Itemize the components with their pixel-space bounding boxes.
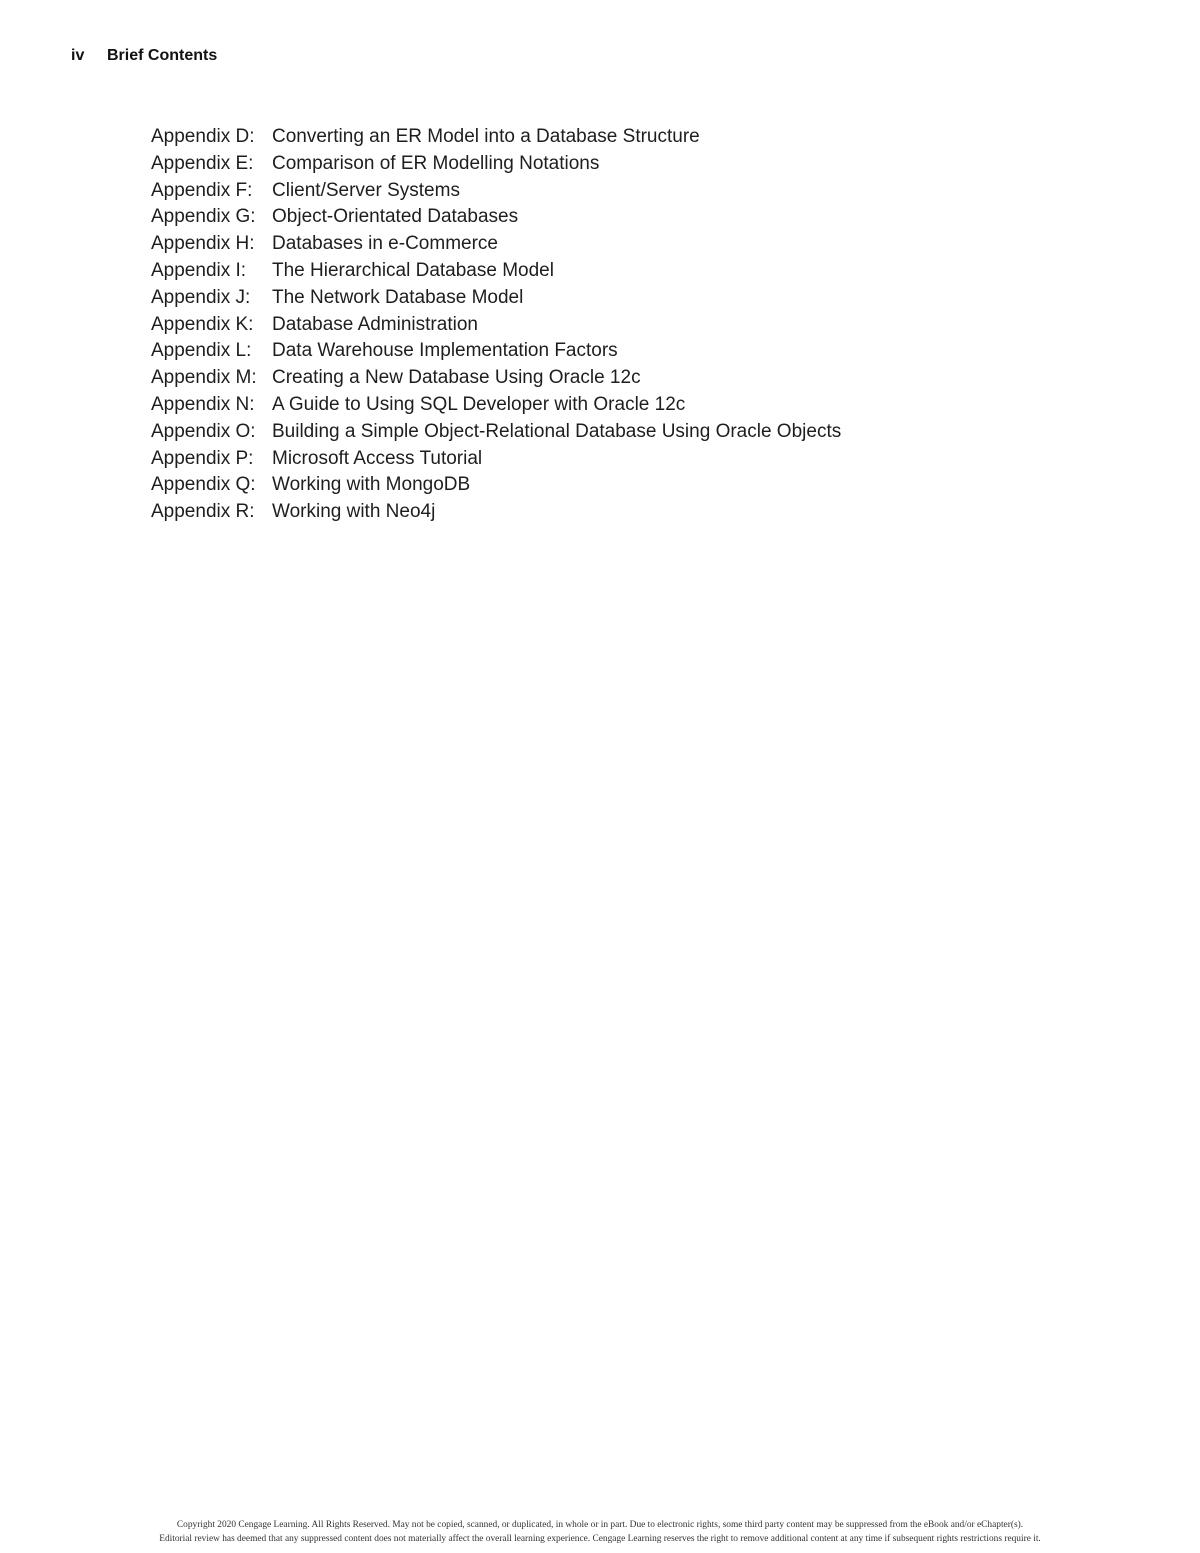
toc-entry <box>151 178 841 205</box>
toc-entry <box>151 499 841 526</box>
toc-entry <box>151 338 841 365</box>
toc-entry-label: Appendix M: <box>151 367 257 389</box>
toc-entry-title: Working with Neo4j <box>272 501 436 523</box>
toc-entry-label: Appendix D: <box>151 126 255 147</box>
toc-entry-label: Appendix H: <box>151 233 255 255</box>
toc-entry-title: Converting an ER Model into a Database Structure <box>272 126 700 147</box>
toc-entry-title: Microsoft Access Tutorial <box>272 447 483 469</box>
toc-entry-label: Appendix N: <box>151 393 255 415</box>
toc-entry <box>151 312 841 339</box>
toc-entry-title: Data Warehouse Implementation Factors <box>272 340 618 362</box>
toc-entry-label: Appendix K: <box>151 313 254 335</box>
toc-entry-label: Appendix L: <box>151 340 252 362</box>
copyright-line-1: Copyright 2020 Cengage Learning. All Rights Reserved. May not be copied, scanned, or duplicated, in whole or in part. Due to electronic rights, some third party content may be suppressed from the eBook and/or eChapter(s). <box>176 1520 1024 1530</box>
toc-entry-title: Object-Orientated Databases <box>272 206 519 228</box>
toc-entry <box>151 124 841 151</box>
toc-entry <box>151 419 841 446</box>
toc-entry-title: Working with MongoDB <box>272 474 471 496</box>
page-number: iv <box>71 47 85 64</box>
toc-entry <box>151 258 841 285</box>
toc-entry-label: Appendix P: <box>151 447 254 469</box>
copyright-line-2: Editorial review has deemed that any suppressed content does not materially affect the overall learning experience. Cengage Learning reserves the right to remove additional content at any time if subsequent rights restrictions require it. <box>159 1534 1041 1544</box>
toc-entry-label: Appendix J: <box>151 286 251 308</box>
toc-entry-title: Databases in e-Commerce <box>272 233 498 255</box>
toc-entry-label: Appendix Q: <box>151 474 256 496</box>
toc-entry <box>151 204 841 231</box>
toc-entry-title: Client/Server Systems <box>272 179 460 201</box>
running-header <box>71 47 217 65</box>
toc-entry-title: Database Administration <box>272 313 478 335</box>
toc-entry-title: The Network Database Model <box>272 286 524 308</box>
toc-entry-label: Appendix O: <box>151 420 256 442</box>
toc-entry <box>151 446 841 473</box>
toc-entry-label: Appendix G: <box>151 206 256 228</box>
toc-entry <box>151 472 841 499</box>
toc-entry-title: The Hierarchical Database Model <box>272 259 554 281</box>
toc-entry-title: A Guide to Using SQL Developer with Oracle 12c <box>272 393 686 415</box>
toc-entry-label: Appendix F: <box>151 179 253 201</box>
toc-entry-title: Comparison of ER Modelling Notations <box>272 152 600 174</box>
toc-entry <box>151 365 841 392</box>
running-header-title: Brief Contents <box>107 47 218 64</box>
toc-entry-title: Building a Simple Object-Relational Database Using Oracle Objects <box>272 420 842 442</box>
toc-entry-label: Appendix R: <box>151 501 255 523</box>
toc-entry <box>151 151 841 178</box>
toc-entry <box>151 231 841 258</box>
copyright-footer <box>0 1518 1200 1546</box>
toc-entry <box>151 392 841 419</box>
toc-entry-label: Appendix I: <box>151 259 247 281</box>
toc-entry <box>151 285 841 312</box>
toc-entry-title: Creating a New Database Using Oracle 12c <box>272 367 641 389</box>
table-of-contents <box>151 124 841 526</box>
toc-entry-label: Appendix E: <box>151 152 254 174</box>
